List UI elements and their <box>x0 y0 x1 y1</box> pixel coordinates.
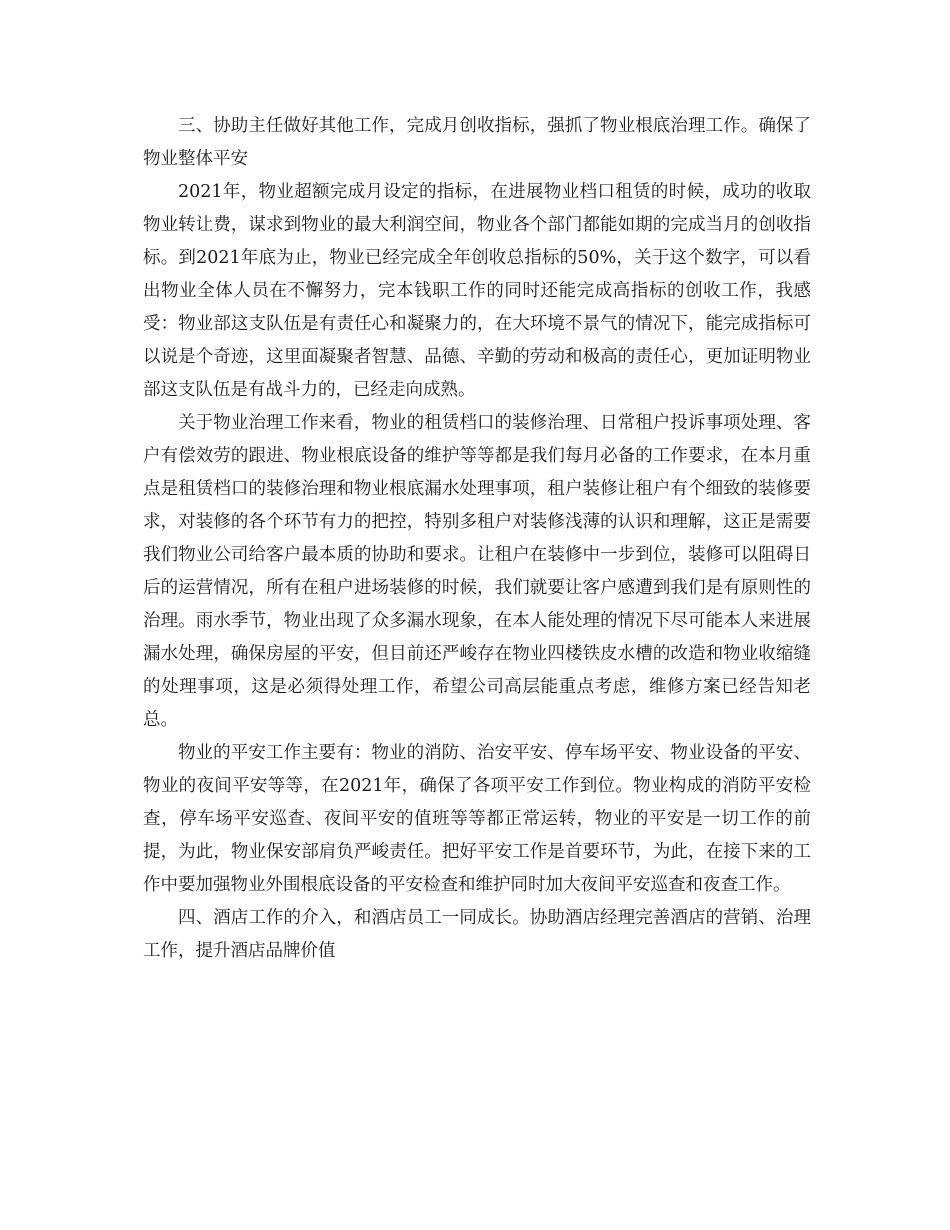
paragraph-section-three-heading: 三、协助主任做好其他工作，完成月创收指标，强抓了物业根底治理工作。确保了物业整体平安 <box>143 116 811 169</box>
paragraph-property-management: 关于物业治理工作来看，物业的租赁档口的装修治理、日常租户投诉事项处理、客户有偿效劳的跟进、物业根底设备的维护等等都是我们每月必备的工作要求，在本月重点是租赁档口的装修治理和物业根底漏水处理事项，租户装修让租户有个细致的装修要求，对装修的各个环节有力的把控，特别多租户对装修浅薄的认识和理解，这正是需要我们物业公司给客户最本质的协助和要求。让租户在装修中一步到位，装修可以阻碍日后的运营情况，所有在租户进场装修的时候，我们就要让客户感遭到我们是有原则性的治理。雨水季节，物业出现了众多漏水现象，在本人能处理的情况下尽可能本人来进展漏水处理，确保房屋的平安，但目前还严峻存在物业四楼铁皮水槽的改造和物业收缩缝的处理事项，这是必须得处理工作，希望公司高层能重点考虑，维修方案已经告知老总。 <box>143 413 811 730</box>
paragraph-revenue-summary: 2021年，物业超额完成月设定的指标，在进展物业档口租赁的时候，成功的收取物业转让费，谋求到物业的最大利润空间，物业各个部门都能如期的完成当月的创收指标。到2021年底为止，物业已经完成全年创收总指标的50%，关于这个数字，可以看出物业全体人员在不懈努力，完本钱职工作的同时还能完成高指标的创收工作，我感受：物业部这支队伍是有责任心和凝聚力的，在大环境不景气的情况下，能完成指标可以说是个奇迹，这里面凝聚者智慧、品德、辛勤的劳动和极高的责任心，更加证明物业部这支队伍是有战斗力的，已经走向成熟。 <box>143 182 811 400</box>
paragraph-section-four-heading: 四、酒店工作的介入，和酒店员工一同成长。协助酒店经理完善酒店的营销、治理工作，提升酒店品牌价值 <box>143 908 811 961</box>
document-body <box>143 110 811 968</box>
paragraph-safety-work: 物业的平安工作主要有：物业的消防、治安平安、停车场平安、物业设备的平安、物业的夜间平安等等，在2021年，确保了各项平安工作到位。物业构成的消防平安检查，停车场平安巡查、夜间平安的值班等等都正常运转，物业的平安是一切工作的前提，为此，物业保安部肩负严峻责任。把好平安工作是首要环节，为此，在接下来的工作中要加强物业外围根底设备的平安检查和维护同时加大夜间平安巡查和夜查工作。 <box>143 743 811 895</box>
